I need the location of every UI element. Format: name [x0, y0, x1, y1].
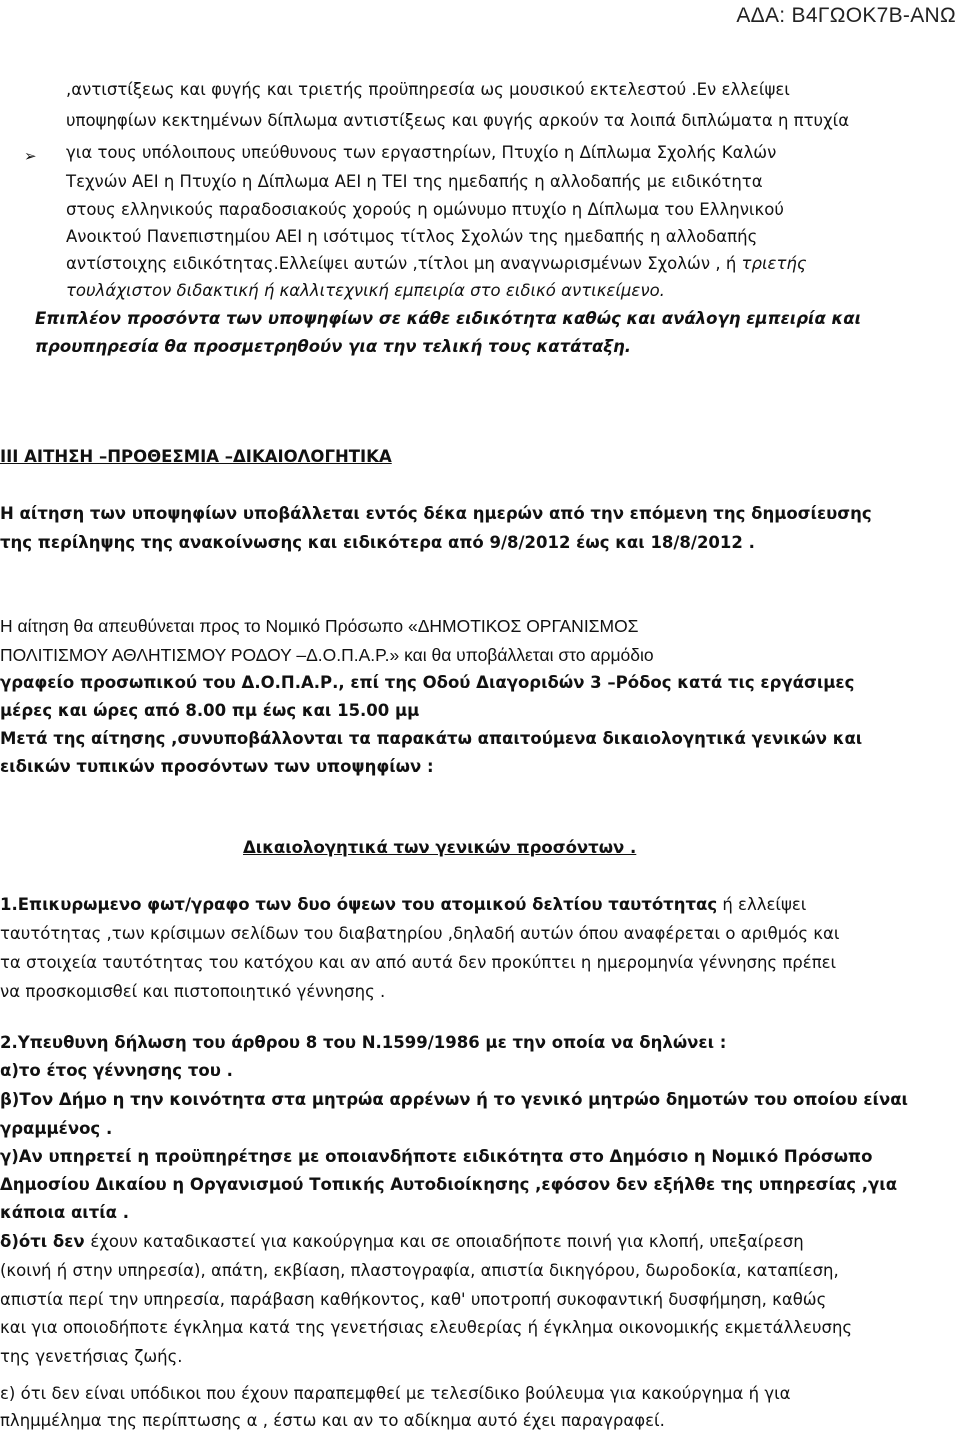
bullet-line-5-italic: τριετής [741, 254, 807, 273]
bullet-line-3: στους ελληνικούς παραδοσιακούς χορούς η ομώνυμο πτυχίο η Δίπλωμα του Ελληνικού [66, 200, 784, 219]
address-line-3: γραφείο προσωπικού του Δ.Ο.Π.Α.Ρ., επί της Οδού Διαγοριδών 3 –Ρόδος κατά τις εργάσιμες [0, 673, 855, 692]
item2-d-rest: έχουν καταδικαστεί για κακούργημα και σε οποιαδήποτε ποινή για κλοπή, υπεξαίρεση [90, 1232, 804, 1251]
general-subheading: Δικαιολογητικά των γενικών προσόντων . [243, 838, 637, 857]
item2-c-line-1: γ)Αν υπηρετεί η προϋπηρέτησε με οποιανδήποτε ειδικότητα στο Δημόσιο η Νομικό Πρόσωπο [0, 1147, 873, 1166]
item1-line-3: τα στοιχεία ταυτότητας του κατόχου και αν από αυτά δεν προκύπτει η ημερομηνία γέννησης πρέπει [0, 953, 837, 972]
deadline-line-1: Η αίτηση των υποψηφίων υποβάλλεται εντός δέκα ημερών από την επόμενη της δημοσίευσης [0, 504, 872, 523]
item2-b-line-2: γραμμένος . [0, 1119, 113, 1138]
bullet-line-6: τουλάχιστον διδακτική ή καλλιτεχνική εμπειρία στο ειδικό αντικείμενο. [66, 281, 665, 300]
docs-line-1: Μετά της αίτησης ,συνυποβάλλονται τα παρακάτω απαιτούμενα δικαιολογητικά γενικών και [0, 729, 863, 748]
item2-d-line-3: απιστία περί την υπηρεσία, παράβαση καθήκοντος, καθ' υποτροπή συκοφαντική δυσφήμηση, καθώς [0, 1290, 827, 1309]
bullet-line-4: Ανοικτού Πανεπιστημίου ΑΕΙ η ισότιμος τίτλος Σχολών της ημεδαπής η αλλοδαπής [66, 227, 758, 246]
item2-intro: 2.Υπευθυνη δήλωση του άρθρου 8 του Ν.1599/1986 με την οποία να δηλώνει : [0, 1033, 727, 1052]
item2-e-line-2: πλημμέλημα της περίπτωσης α , έστω και αν το αδίκημα αυτό έχει παραγραφεί. [0, 1411, 665, 1430]
item2-d-line-1 [0, 1232, 804, 1251]
continuation-line-1: ,αντιστίξεως και φυγής και τριετής προϋπηρεσία ως μουσικού εκτελεστού .Εν ελλείψει [66, 80, 790, 99]
additional-line-1: Επιπλέον προσόντα των υποψηφίων σε κάθε ειδικότητα καθώς και ανάλογη εμπειρία και [35, 309, 862, 328]
item1-line-2: ταυτότητας ,των κρίσιμων σελίδων του διαβατηρίου ,δηλαδή αυτών όπου αναφέρεται ο αριθμός και [0, 924, 840, 943]
arrow-bullet-icon: ➢ [24, 147, 37, 165]
item2-e-line-1: ε) ότι δεν είναι υπόδικοι που έχουν παραπεμφθεί με τελεσίδικο βούλευμα για κακούργημα ή για [0, 1384, 791, 1403]
item1-rest-text: ή ελλείψει [717, 895, 807, 914]
bullet-line-5-text: αντίστοιχης ειδικότητας.Ελλείψει αυτών ,τίτλοι μη αναγνωρισμένων Σχολών , ή [66, 254, 742, 273]
address-line-2: ΠΟΛΙΤΙΣΜΟΥ ΑΘΛΗΤΙΣΜΟΥ ΡΟΔΟΥ –Δ.Ο.Π.Α.Ρ.» και θα υποβάλλεται στο αρμόδιο [0, 645, 654, 665]
ada-code: ΑΔΑ: Β4ΓΩΟΚ7Β-ΑΝΩ [736, 4, 956, 27]
bullet-line-5 [66, 254, 807, 273]
item2-d-line-5: της γενετήσιας ζωής. [0, 1347, 183, 1366]
docs-line-2: ειδικών τυπικών προσόντων των υποψηφίων : [0, 757, 434, 776]
bullet-line-2: Τεχνών ΑΕΙ η Πτυχίο η Δίπλωμα ΑΕΙ η ΤΕΙ της ημεδαπής η αλλοδαπής με ειδικότητα [66, 172, 763, 191]
item2-b-line-1: β)Τον Δήμο η την κοινότητα στα μητρώα αρρένων ή το γενικό μητρώο δημοτών του οποίου είναι [0, 1090, 908, 1109]
deadline-line-2: της περίληψης της ανακοίνωσης και ειδικότερα από 9/8/2012 έως και 18/8/2012 . [0, 533, 755, 552]
address-line-4: μέρες και ώρες από 8.00 πμ έως και 15.00 μμ [0, 701, 420, 720]
item2-d-line-2: (κοινή ή στην υπηρεσία), απάτη, εκβίαση, πλαστογραφία, απιστία δικηγόρου, δωροδοκία, καταπίεση, [0, 1261, 839, 1280]
additional-line-2: προυπηρεσία θα προσμετρηθούν για την τελική τους κατάταξη. [35, 337, 632, 356]
address-line-1: Η αίτηση θα απευθύνεται προς το Νομικό Πρόσωπο «ΔΗΜΟΤΙΚΟΣ ΟΡΓΑΝΙΣΜΟΣ [0, 616, 639, 636]
item1-line-4: να προσκομισθεί και πιστοποιητικό γέννησης . [0, 982, 386, 1001]
item1-line-1 [0, 895, 806, 914]
item2-c-line-3: κάποια αιτία . [0, 1203, 130, 1222]
continuation-line-2: υποψηφίων κεκτημένων δίπλωμα αντιστίξεως και φυγής αρκούν τα λοιπά διπλώματα η πτυχία [66, 111, 850, 130]
bullet-line-1: για τους υπόλοιπους υπεύθυνους των εργαστηρίων, Πτυχίο η Δίπλωμα Σχολής Καλών [66, 143, 777, 162]
section-heading: ΙΙΙ ΑΙΤΗΣΗ –ΠΡΟΘΕΣΜΙΑ –ΔΙΚΑΙΟΛΟΓΗΤΙΚΑ [0, 447, 392, 466]
item2-d-bold: δ)ότι δεν [0, 1232, 91, 1251]
item2-c-line-2: Δημοσίου Δικαίου η Οργανισμού Τοπικής Αυτοδιοίκησης ,εφόσον δεν εξήλθε της υπηρεσίας ,για [0, 1175, 898, 1194]
item2-a: α)το έτος γέννησης του . [0, 1061, 233, 1080]
item2-d-line-4: και για οποιοδήποτε έγκλημα κατά της γενετήσιας ελευθερίας ή έγκλημα οικονομικής εκμετάλλευσης [0, 1318, 853, 1337]
item1-bold-text: 1.Επικυρωμενο φωτ/γραφο των δυο όψεων του ατομικού δελτίου ταυτότητας [0, 895, 718, 914]
